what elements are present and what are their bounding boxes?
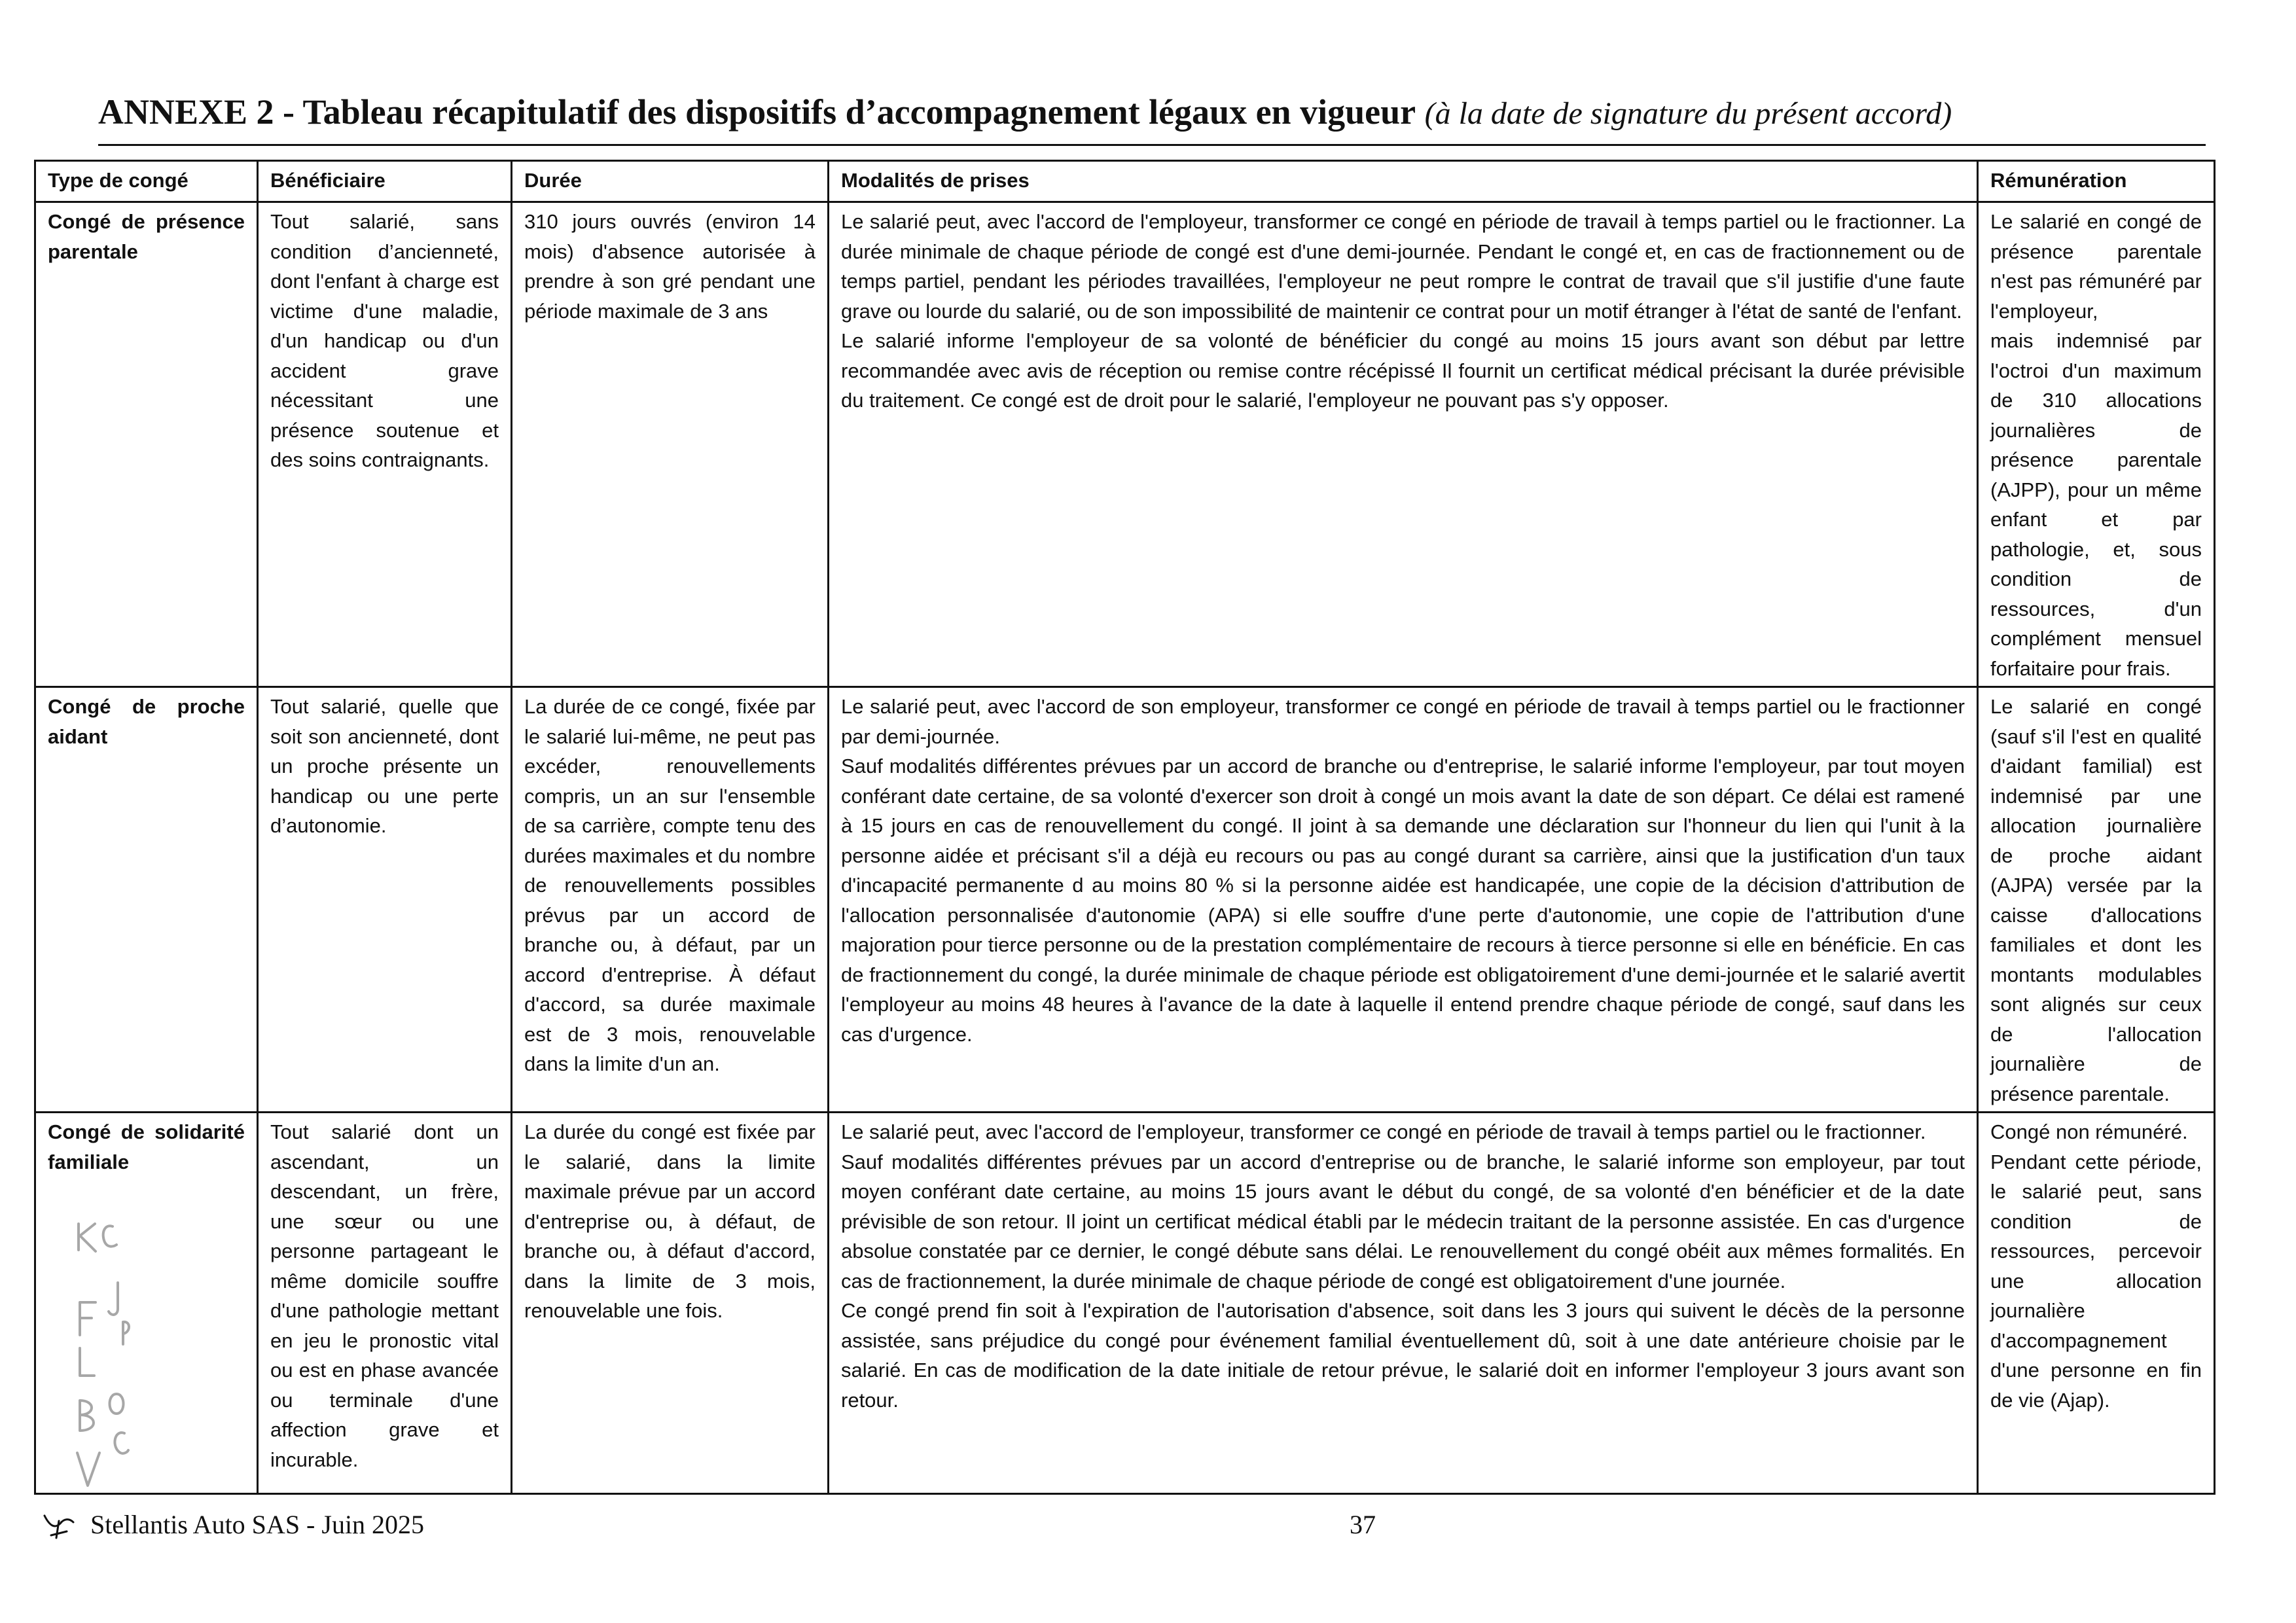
modalities-cell	[829, 1113, 1978, 1494]
beneficiary-cell: Tout salarié, sans condition d’ancienneté, dont l'enfant à charge est victime d'une maladie, d'un handicap ou d'un accident grave nécessitant une présence soutenue et des soins contraignants.	[258, 202, 512, 687]
remuneration-paragraph: Le salarié en congé de présence parentale n'est pas rémunéré par l'employeur,	[1990, 210, 2202, 323]
column-header-beneficiary: Bénéficiaire	[258, 161, 512, 202]
column-header-type: Type de congé	[35, 161, 258, 202]
column-header-duration: Durée	[512, 161, 829, 202]
modalities-paragraph: Le salarié peut, avec l'accord de l'employeur, transformer ce congé en période de travail à temps partiel ou le fractionner.	[841, 1120, 1926, 1143]
remuneration-cell	[1978, 687, 2215, 1113]
duration-cell: 310 jours ouvrés (environ 14 mois) d'absence autorisée à prendre à son gré pendant une période maximale de 3 ans	[512, 202, 829, 687]
page-footer	[41, 1505, 1415, 1544]
modalities-cell	[829, 202, 1978, 687]
table-row	[35, 1113, 2215, 1494]
remuneration-paragraph: Congé non rémunéré.	[1990, 1120, 2188, 1143]
remuneration-paragraph: mais indemnisé par l'octroi d'un maximum de 310 allocations journalières de présence parentale (AJPP), pour un même enfant et par pathologie, et, sous condition de ressources, d'un complément mensuel forfaitaire pour frais.	[1990, 329, 2202, 680]
modalities-paragraph: Le salarié peut, avec l'accord de l'employeur, transformer ce congé en période de travail à temps partiel ou le fractionner. La durée minimale de chaque période de congé est d'une demi-journée. Pendant le congé et, en cas de fractionnement ou de temps partiel, pendant les périodes travaillées, l'employeur ne peut rompre le contrat de travail que s'il justifie d'une faute grave ou lourde du salarié, ou de son impossibilité de maintenir ce contrat pour un motif étranger à l'état de santé de l'enfant.	[841, 210, 1965, 323]
beneficiary-cell: Tout salarié dont un ascendant, un descendant, un frère, une sœur ou une personne partageant le même domicile souffre d'une pathologie mettant en jeu le pronostic vital ou est en phase avancée ou terminale d'une affection grave et incurable.	[258, 1113, 512, 1494]
leave-type-cell: Congé de solidarité familiale	[35, 1113, 258, 1494]
annex-subtitle: (à la date de signature du présent accord)	[1424, 96, 1952, 131]
table-header-row	[35, 161, 2215, 202]
column-header-remuneration: Rémunération	[1978, 161, 2215, 202]
page-title	[98, 92, 2206, 146]
footer-company: Stellantis Auto SAS - Juin 2025	[90, 1510, 425, 1539]
modalities-paragraph: Ce congé prend fin soit à l'expiration de l'autorisation d'absence, soit dans les 3 jours qui suivent le décès de la personne assistée, sans préjudice du congé pour événement familial éventuellement dû, soit à une date antérieure choisie par le salarié. En cas de modification de la date initiale de retour prévue, le salarié doit en informer l'employeur 3 jours avant son retour.	[841, 1299, 1965, 1412]
table-row	[35, 687, 2215, 1113]
modalities-paragraph: Le salarié informe l'employeur de sa volonté de bénéficier du congé au moins 15 jours avant son début par lettre recommandée avec avis de réception ou remise contre récépissé Il fournit un certificat médical précisant la durée prévisible du traitement. Ce congé est de droit pour le salarié, l'employeur ne pouvant pas s'y opposer.	[841, 329, 1965, 412]
leave-type-cell: Congé de présence parentale	[35, 202, 258, 687]
remuneration-cell	[1978, 1113, 2215, 1494]
table-row	[35, 202, 2215, 687]
annex-title: ANNEXE 2 - Tableau récapitulatif des dispositifs d’accompagnement légaux en vigueur	[98, 92, 1416, 132]
beneficiary-cell: Tout salarié, quelle que soit son ancienneté, dont un proche présente un handicap ou une perte d’autonomie.	[258, 687, 512, 1113]
modalities-paragraph: Le salarié peut, avec l'accord de son employeur, transformer ce congé en période de travail à temps partiel ou le fractionner par demi-journée.	[841, 695, 1965, 748]
column-header-modalities: Modalités de prises	[829, 161, 1978, 202]
duration-cell: La durée du congé est fixée par le salarié, dans la limite maximale prévue par un accord d'entreprise ou, à défaut, de branche ou, à défaut d'accord, dans la limite de 3 mois, renouvelable une fois.	[512, 1113, 829, 1494]
signature-mark-icon	[41, 1509, 77, 1542]
remuneration-paragraph: Pendant cette période, le salarié peut, sans condition de ressources, percevoir une allocation journalière d'accompagnement d'une personne en fin de vie (Ajap).	[1990, 1150, 2202, 1412]
modalities-paragraph: Sauf modalités différentes prévues par un accord de branche ou d'entreprise, le salarié informe l'employeur, par tout moyen conférant date certaine, de sa volonté d'exercer son droit à congé un mois avant la date de son départ. Ce délai est ramené à 15 jours en cas de renouvellement du congé. Il joint à sa demande une déclaration sur l'honneur du lien qui l'unit à la personne aidée et précisant s'il a déjà eu recours ou pas au congé durant sa carrière, ainsi que la justification d'un taux d'incapacité permanente d au moins 80 % si la personne aidée est handicapée, une copie de la décision d'attribution de l'allocation personnalisée d'autonomie (APA) si elle souffre d'une perte d'autonomie, une copie de l'attribution d'une majoration pour tierce personne ou de la prestation complémentaire de recours à tierce personne si elle en bénéficie. En cas de fractionnement du congé, la durée minimale de chaque période est obligatoirement d'une demi-journée et le salarié avertit l'employeur au moins 48 heures à l'avance de la date à laquelle il entend prendre chaque période de congé, sauf dans les cas d'urgence.	[841, 755, 1965, 1046]
remuneration-cell	[1978, 202, 2215, 687]
handwritten-initials	[65, 1204, 131, 1505]
modalities-paragraph: Sauf modalités différentes prévues par un accord d'entreprise ou de branche, le salarié informe son employeur, par tout moyen conférant date certaine, au moins 15 jours avant le début du congé, de sa volonté d'en bénéficier et de la date prévisible de son retour. Il joint un certificat médical établi par le médecin traitant de la personne assistée. En cas d'urgence absolue constatée par ce dernier, le congé débute sans délai. Le renouvellement du congé obéit aux mêmes formalités. En cas de fractionnement, la durée minimale de chaque période de congé est obligatoirement d'une journée.	[841, 1150, 1965, 1293]
leave-summary-table	[34, 160, 2215, 1495]
leave-type-cell: Congé de proche aidant	[35, 687, 258, 1113]
remuneration-paragraph: Le salarié en congé (sauf s'il l'est en qualité d'aidant familial) est indemnisé par une allocation journalière de proche aidant (AJPA) versée par la caisse d'allocations familiales et dont les montants modulables sont alignés sur ceux de l'allocation journalière de présence parentale.	[1990, 695, 2202, 1105]
page-number: 37	[1350, 1510, 1376, 1539]
duration-cell: La durée de ce congé, fixée par le salarié lui-même, ne peut pas excéder, renouvellements compris, un an sur l'ensemble de sa carrière, compte tenu des durées maximales et du nombre de renouvellements possibles prévus par un accord de branche ou, à défaut, par un accord d'entreprise. À défaut d'accord, sa durée maximale est de 3 mois, renouvelable dans la limite d'un an.	[512, 687, 829, 1113]
modalities-cell	[829, 687, 1978, 1113]
